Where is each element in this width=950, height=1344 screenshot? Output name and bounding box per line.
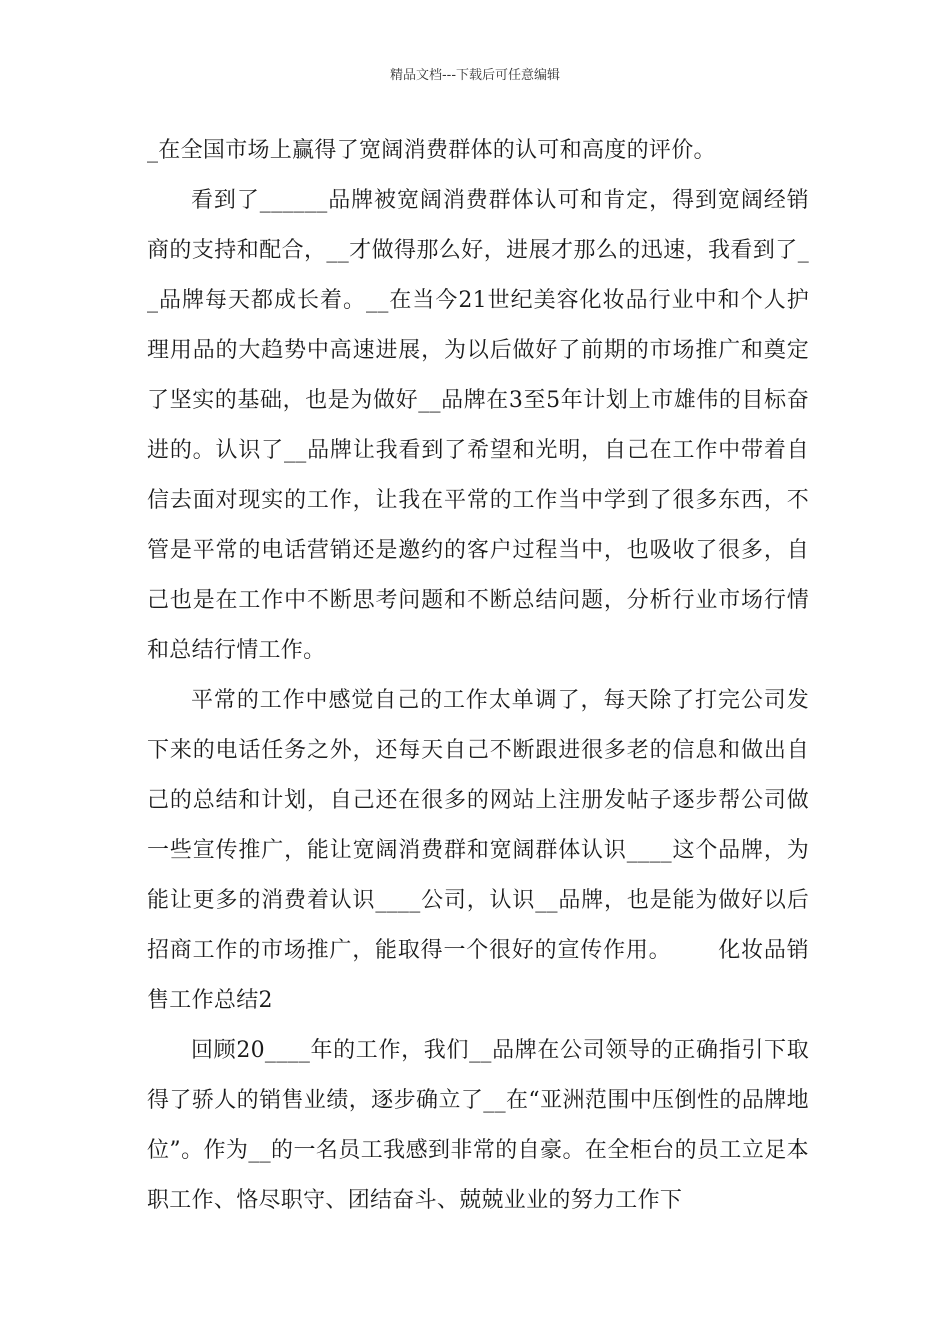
paragraph-continuation: _在全国市场上赢得了宽阔消费群体的认可和高度的评价。 — [147, 138, 716, 163]
page-header: 精品文档---下载后可任意编辑 — [389, 68, 561, 83]
paragraph-year-review: 回顾20____年的工作，我们__品牌在公司领导的正确指引下取得了骄人的销售业绩，逐步确立了__在“亚洲范围中压倒性的品牌地位”。作为__的一名员工我感到非常的自豪。在全柜台的员工立足本职工作、恪尽职守、团结奋斗、兢兢业业的努力工作下 — [147, 1038, 809, 1213]
document-body — [147, 126, 809, 1226]
paragraph-brand-recognition: 看到了______品牌被宽阔消费群体认可和肯定，得到宽阔经销商的支持和配合，__才做得那么好，进展才那么的迅速，我看到了__品牌每天都成长着。__在当今21世纪美容化妆品行业中和个人护理用品的大趋势中高速进展，为以后做好了前期的市场推广和奠定了坚实的基础，也是为做好__品牌在3至5年计划上市雄伟的目标奋进的。认识了__品牌让我看到了希望和光明，自己在工作中带着自信去面对现实的工作，让我在平常的工作当中学到了很多东西，不管是平常的电话营销还是邀约的客户过程当中，也吸收了很多，自己也是在工作中不断思考问题和不断总结问题，分析行业市场行情和总结行情工作。 — [147, 188, 809, 663]
paragraph-daily-work: 平常的工作中感觉自己的工作太单调了，每天除了打完公司发下来的电话任务之外，还每天自己不断跟进很多老的信息和做出自己的总结和计划，自己还在很多的网站上注册发帖子逐步帮公司做一些宣传推广，能让宽阔消费群和宽阔群体认识____这个品牌，为能让更多的消费着认识____公司，认识__品牌，也是能为做好以后招商工作的市场推广，能取得一个很好的宣传作用。 化妆品销售工作总结2 — [147, 688, 809, 1013]
